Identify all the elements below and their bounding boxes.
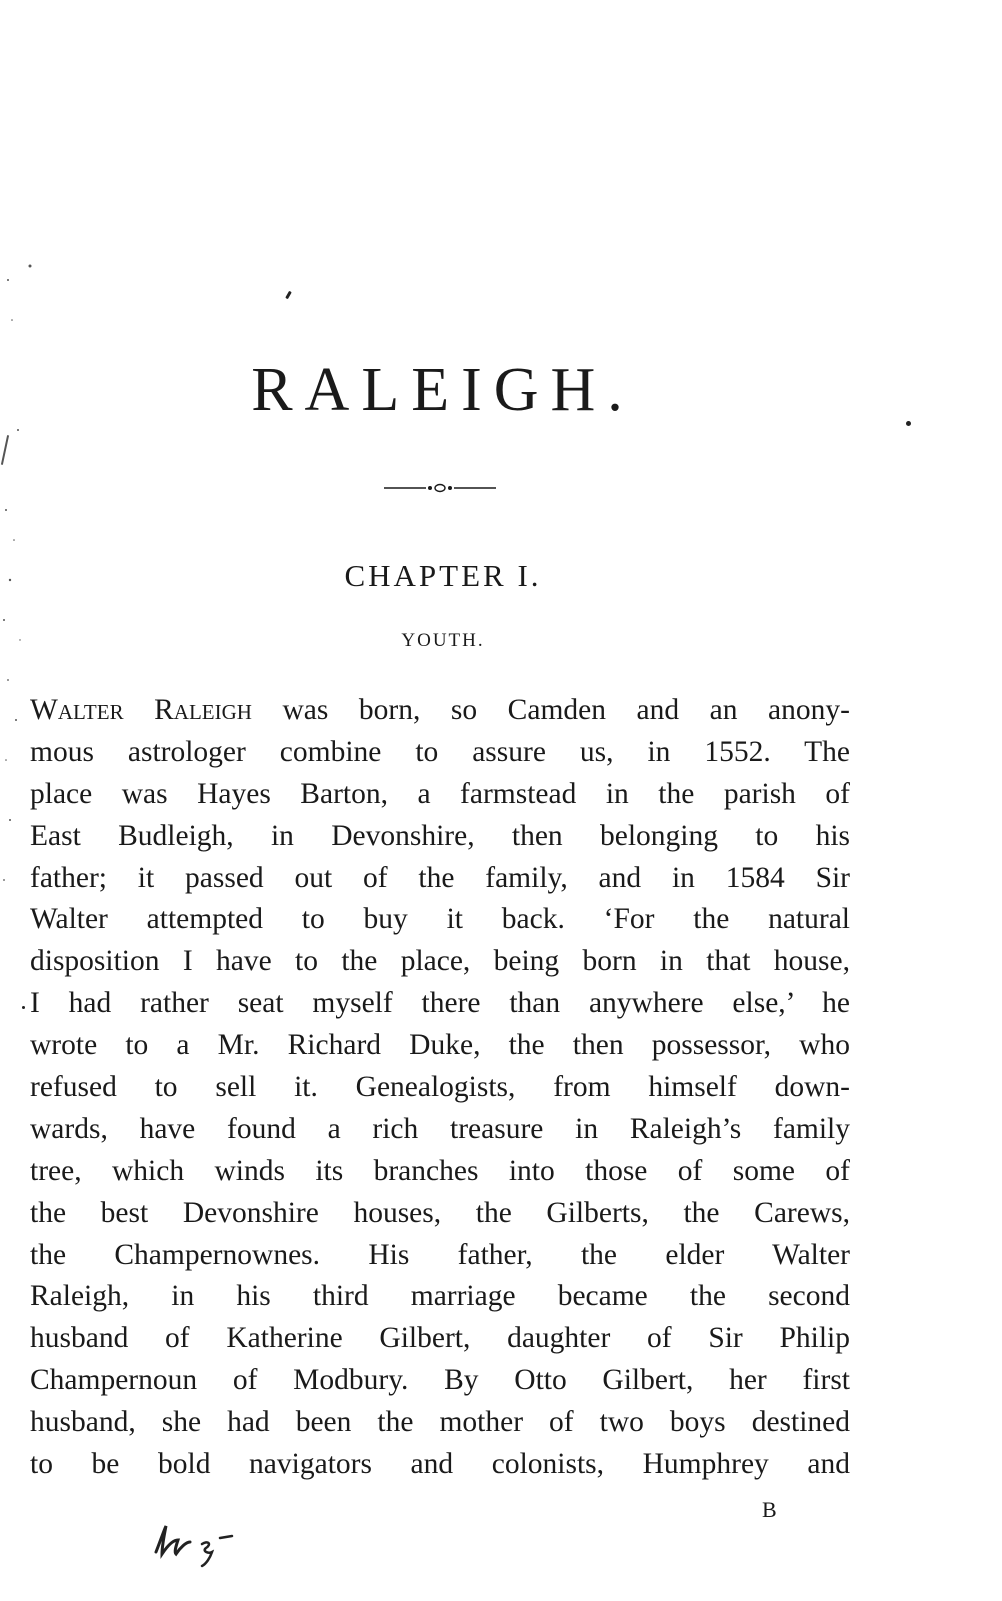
text-line: tree, which winds its branches into those of some of [30, 1154, 850, 1187]
book-title: RALEIGH. [251, 356, 635, 424]
text-line: mous astrologer combine to assure us, in 1552. The [30, 735, 850, 768]
text-line: wards, have found a rich treasure in Raleigh’s family [30, 1112, 850, 1145]
text-line: wrote to a Mr. Richard Duke, the then possessor, who [30, 1029, 850, 1062]
text-line: Walter attempted to buy it back. ‘For the natural [30, 903, 850, 936]
text-line: the Champernownes. His father, the elder Walter [30, 1238, 850, 1271]
text-line: Champernoun of Modbury. By Otto Gilbert, her first [30, 1364, 850, 1397]
text-line: disposition I have to the place, being born in that house, [30, 945, 850, 978]
text-line: place was Hayes Barton, a farmstead in the parish of [30, 777, 850, 810]
title-ornament [384, 478, 496, 498]
signature-mark: B [762, 1497, 777, 1522]
text-line: to be bold navigators and colonists, Humphrey and [30, 1448, 850, 1481]
text-line: father; it passed out of the family, and in 1584 Sir [30, 861, 850, 894]
text-line: husband, she had been the mother of two boys destined [30, 1406, 850, 1439]
opening-name: Walter Raleigh [30, 694, 252, 726]
scan-speck [285, 291, 292, 299]
text-line: the best Devonshire houses, the Gilberts, the Carews, [30, 1196, 850, 1229]
handwritten-pencil-mark [150, 1518, 260, 1568]
text-line [30, 690, 850, 732]
text-line: I had rather seat myself there than anywhere else,’ he [30, 987, 850, 1020]
text-line: East Budleigh, in Devonshire, then belonging to his [30, 819, 850, 852]
chapter-heading: CHAPTER I. [344, 558, 542, 593]
scan-speck [22, 1006, 25, 1009]
body-paragraph [30, 690, 850, 1486]
text-line: Raleigh, in his third marriage became the second [30, 1280, 850, 1313]
text-line-rest: was born, so Camden and an anony- [251, 694, 850, 726]
chapter-subtitle: YOUTH. [401, 630, 485, 651]
text-line: husband of Katherine Gilbert, daughter of Sir Philip [30, 1322, 850, 1355]
scan-speck [906, 421, 911, 426]
text-line: refused to sell it. Genealogists, from himself down- [30, 1071, 850, 1104]
